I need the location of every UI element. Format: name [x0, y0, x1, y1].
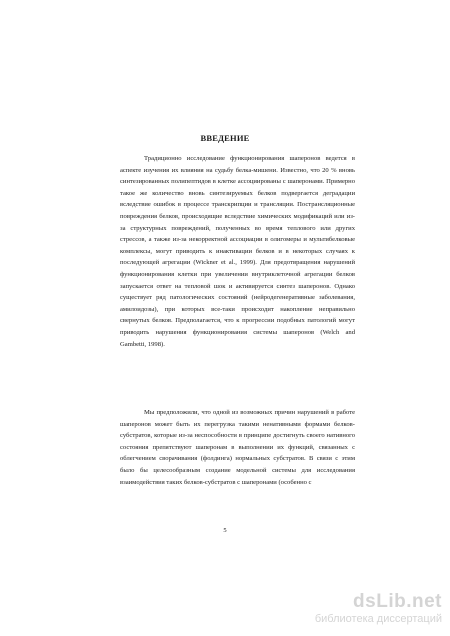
paragraph-2-text: Мы предположили, что одной из возможных причин нарушений в работе шаперонов может быть их перегрузка такими ненативными формами белков-субстратов, которые из-за неспособности в принципе достигнуть своего нативного состояния препятствуют шаперонам в выполнении их функций, связанных с облегчением сворачивания (фолдинга) нормальных субстратов. В связи с этим было бы целесообразным создание модельной системы для исследования взаимодействия таких белков-субстратов с шаперонами (особенно с — [120, 409, 355, 486]
watermark-logo: dsLib.net — [353, 591, 442, 612]
watermark — [315, 592, 442, 626]
section-heading: ВВЕДЕНИЕ — [200, 133, 250, 143]
watermark-subtitle: библиотека диссертаций — [314, 613, 442, 625]
paragraph-1-text: Традиционно исследование функционирования шаперонов ведется в аспекте изучения их влияния на судьбу белка-мишени. Известно, что 20 % вновь синтезированных полипептидов в клетке ассоциированы с шаперонами. Примерно такое же количество вновь синтезируемых белков подвергается деградации вследствие ошибок в процессе транскрипции и трансляции. Пострансляционные повреждения белков, происходящие вследствие химических модификаций или из-за структурных повреждений, полученных во время теплового или других стрессов, а также из-за некорректной ассоциации в олигомеры и мультибелковые комплексы, могут приводить к инактивации белков и в некоторых случаях к последующей агрегации (Wickner et al., 1999). Для предотвращения нарушений функционирования клетки при увеличении внутриклеточной агрегации белков запускается ответ на тепловой шок и активируется синтез шаперонов. Однако существует ряд патологических состояний (нейродегенеративные заболевания, амилоидозы), при которых все-таки происходит накопление неправильно свернутых белков. Предполагается, что к прогрессии подобных патологий могут приводить нарушения функционирования системы шаперонов (Welch and Gambetti, 1998). — [120, 155, 355, 348]
paragraph-1 — [120, 153, 355, 350]
page-number: 5 — [223, 527, 227, 534]
paragraph-2 — [120, 407, 355, 488]
